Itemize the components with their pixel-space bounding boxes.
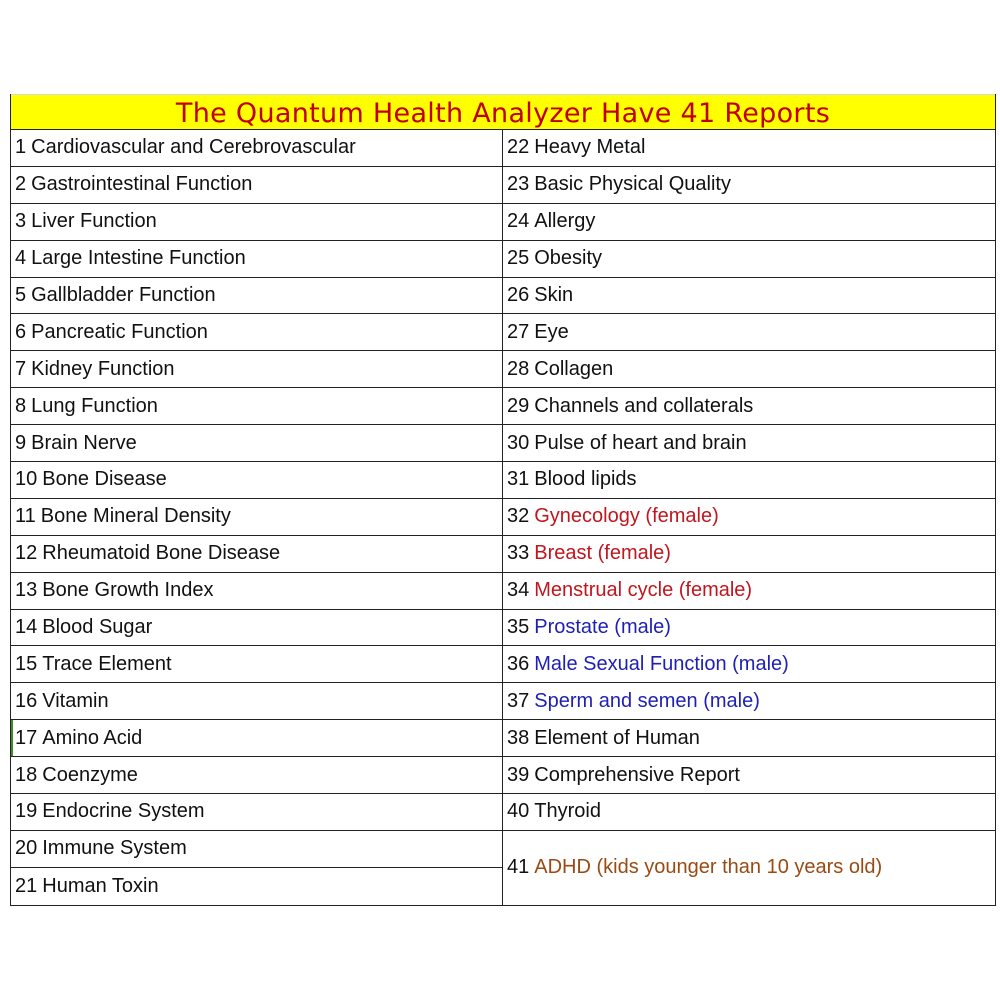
report-item-41 (503, 831, 995, 905)
item-number: 27 (507, 320, 530, 343)
item-label-male: Prostate (male) (534, 616, 671, 639)
item-number: 6 (15, 320, 27, 343)
item-label: Thyroid (534, 800, 601, 823)
item-label: Vitamin (42, 689, 109, 712)
report-item-36 (503, 646, 995, 683)
item-number: 2 (15, 173, 27, 196)
item-number: 3 (15, 210, 27, 233)
item-label: Blood lipids (534, 468, 637, 491)
item-label: Trace Element (42, 652, 172, 675)
item-number: 36 (507, 652, 530, 675)
item-label: Large Intestine Function (31, 247, 246, 270)
report-item-6 (11, 314, 503, 351)
item-label: Kidney Function (31, 357, 175, 380)
item-label: Brain Nerve (31, 431, 137, 454)
item-number: 18 (15, 763, 38, 786)
report-item-35 (503, 610, 995, 647)
item-number: 35 (507, 616, 530, 639)
item-label: Eye (534, 320, 569, 343)
item-number: 9 (15, 431, 27, 454)
report-item-29 (503, 388, 995, 425)
report-item-14 (11, 610, 503, 647)
item-label: Endocrine System (42, 800, 205, 823)
item-label: Basic Physical Quality (534, 173, 731, 196)
report-grid (11, 130, 995, 905)
report-item-9 (11, 425, 503, 462)
item-label-female: Gynecology (female) (534, 505, 719, 528)
item-label: Amino Acid (42, 726, 143, 749)
report-item-12 (11, 536, 503, 573)
report-item-11 (11, 499, 503, 536)
item-label-kids: ADHD (kids younger than 10 years old) (534, 856, 883, 879)
title-bar (11, 94, 995, 130)
report-item-8 (11, 388, 503, 425)
item-label: Pancreatic Function (31, 320, 208, 343)
item-number: 26 (507, 284, 530, 306)
item-label: Skin (534, 284, 574, 306)
item-label-male: Sperm and semen (male) (534, 689, 760, 712)
report-item-7 (11, 351, 503, 388)
report-item-1 (11, 130, 503, 167)
item-label: Channels and collaterals (534, 394, 754, 417)
item-number: 25 (507, 247, 530, 270)
item-number: 33 (507, 542, 530, 565)
item-label: Liver Function (31, 210, 157, 233)
report-item-2 (11, 167, 503, 204)
item-number: 29 (507, 394, 530, 417)
item-number: 16 (15, 689, 38, 712)
item-number: 5 (15, 284, 27, 306)
table-title: The Quantum Health Analyzer Have 41 Reports (175, 97, 831, 129)
item-number: 1 (15, 136, 27, 159)
report-item-38 (503, 720, 995, 757)
item-label: Bone Disease (42, 468, 167, 491)
item-label: Coenzyme (42, 763, 138, 786)
item-label: Gastrointestinal Function (31, 173, 253, 196)
report-item-25 (503, 241, 995, 278)
report-item-10 (11, 462, 503, 499)
item-number: 13 (15, 579, 38, 602)
report-item-20 (11, 831, 503, 868)
report-item-19 (11, 794, 503, 831)
report-item-13 (11, 573, 503, 610)
item-number: 37 (507, 689, 530, 712)
item-number: 28 (507, 357, 530, 380)
item-label: Human Toxin (42, 874, 159, 897)
item-number: 38 (507, 726, 530, 749)
report-item-40 (503, 794, 995, 831)
item-label: Bone Growth Index (42, 579, 214, 602)
item-number: 39 (507, 763, 530, 786)
item-number: 30 (507, 431, 530, 454)
item-number: 11 (15, 505, 36, 528)
item-number: 17 (15, 726, 38, 749)
report-item-5 (11, 278, 503, 315)
item-label: Heavy Metal (534, 136, 646, 159)
item-number: 7 (15, 357, 27, 380)
report-item-34 (503, 573, 995, 610)
report-item-37 (503, 683, 995, 720)
report-item-30 (503, 425, 995, 462)
item-label: Bone Mineral Density (40, 505, 231, 528)
report-item-17 (11, 720, 503, 757)
report-item-15 (11, 646, 503, 683)
item-label-female: Menstrual cycle (female) (534, 579, 753, 602)
item-label: Blood Sugar (42, 616, 153, 639)
item-label: Allergy (534, 210, 596, 233)
item-number: 41 (507, 856, 530, 879)
item-number: 24 (507, 210, 530, 233)
item-number: 34 (507, 579, 530, 602)
item-number: 40 (507, 800, 530, 823)
report-item-39 (503, 757, 995, 794)
item-label: Pulse of heart and brain (534, 431, 747, 454)
report-item-28 (503, 351, 995, 388)
report-item-24 (503, 204, 995, 241)
item-number: 10 (15, 468, 38, 491)
report-item-22 (503, 130, 995, 167)
item-number: 22 (507, 136, 530, 159)
report-item-26 (503, 278, 995, 315)
item-label: Cardiovascular and Cerebrovascular (31, 136, 356, 159)
item-number: 23 (507, 173, 530, 196)
item-label: Comprehensive Report (534, 763, 740, 786)
report-item-32 (503, 499, 995, 536)
item-number: 32 (507, 505, 530, 528)
item-label: Immune System (42, 837, 187, 860)
report-item-23 (503, 167, 995, 204)
item-label: Rheumatoid Bone Disease (42, 542, 281, 565)
item-number: 14 (15, 616, 38, 639)
item-label-male: Male Sexual Function (male) (534, 652, 789, 675)
report-item-3 (11, 204, 503, 241)
report-item-33 (503, 536, 995, 573)
item-number: 20 (15, 837, 38, 860)
item-number: 19 (15, 800, 38, 823)
item-label-female: Breast (female) (534, 542, 671, 565)
item-label: Lung Function (31, 394, 158, 417)
item-label: Gallbladder Function (31, 284, 216, 306)
report-item-31 (503, 462, 995, 499)
report-item-27 (503, 314, 995, 351)
report-table (10, 94, 996, 906)
item-number: 4 (15, 247, 27, 270)
item-number: 31 (507, 468, 530, 491)
item-number: 12 (15, 542, 38, 565)
report-item-16 (11, 683, 503, 720)
report-item-21 (11, 868, 503, 905)
report-item-18 (11, 757, 503, 794)
item-label: Obesity (534, 247, 603, 270)
item-number: 15 (15, 652, 38, 675)
item-number: 21 (15, 874, 38, 897)
item-label: Collagen (534, 357, 614, 380)
item-number: 8 (15, 394, 27, 417)
report-item-4 (11, 241, 503, 278)
item-label: Element of Human (534, 726, 700, 749)
